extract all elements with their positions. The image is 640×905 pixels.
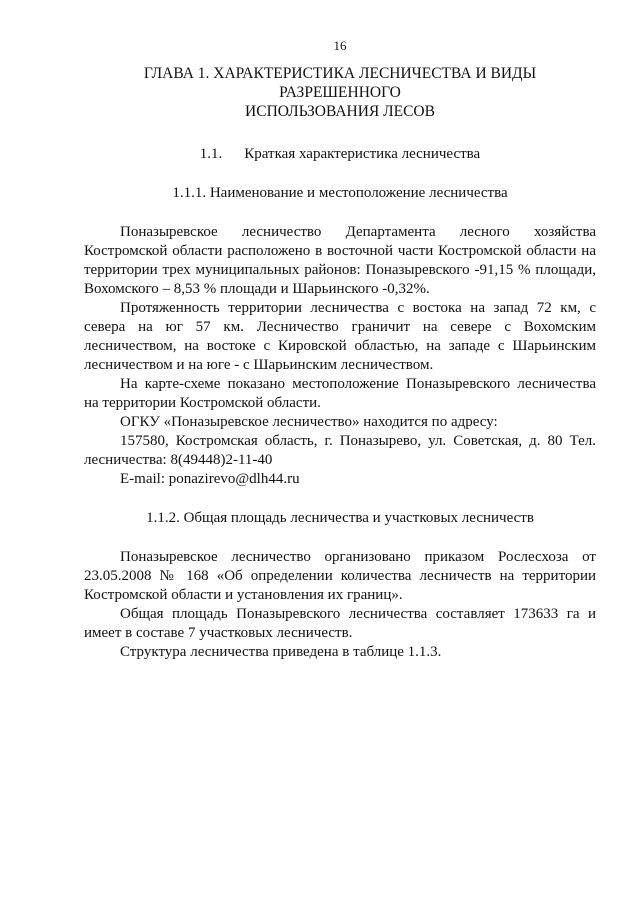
address-postal: 157580, Костромская область, г. Поназырево, ул. Советская, д. 80 Тел. лесничества: 8(49448)2-11-40 <box>84 433 596 468</box>
paragraph: На карте-схеме показано местоположение Поназыревского лесничества на территории Костромской области. <box>84 376 596 411</box>
section-1-1-2-body <box>84 548 596 662</box>
section-1-1-1-body <box>84 223 596 489</box>
section-heading-1-1-1: 1.1.1. Наименование и местоположение лесничества <box>172 185 508 201</box>
address-intro: ОГКУ «Поназыревское лесничество» находится по адресу: <box>120 414 498 430</box>
chapter-title-line-1: ГЛАВА 1. ХАРАКТЕРИСТИКА ЛЕСНИЧЕСТВА И ВИДЫ РАЗРЕШЕННОГО <box>143 65 537 101</box>
paragraph: Поназыревское лесничество Департамента лесного хозяйства Костромской области расположено в восточной части Костромской области на территории трех муниципальных районов: Поназыревского -91,15 % площади, Вохомского – 8,53 % площади и Шарьинского -0,32%. <box>84 224 596 297</box>
paragraph: Протяженность территории лесничества с востока на запад 72 км, с севера на юг 57 км. Лесничество граничит на севере с Вохомским лесничеством, на востоке с Кировской областью, на западе с Шарьинским лесничеством и на юге - с Шарьинским лесничеством. <box>84 300 596 373</box>
chapter-title-line-2: ИСПОЛЬЗОВАНИЯ ЛЕСОВ <box>245 103 435 120</box>
chapter-title <box>84 64 596 121</box>
section-title: Краткая характеристика лесничества <box>244 146 481 162</box>
address-email: E-mail: ponazirevo@dlh44.ru <box>120 471 300 487</box>
section-heading-1-1 <box>84 145 596 164</box>
section-heading-1-1-2: 1.1.2. Общая площадь лесничества и участковых лесничеств <box>146 510 534 526</box>
paragraph: Общая площадь Поназыревского лесничества составляет 173633 га и имеет в составе 7 участковых лесничеств. <box>84 606 596 641</box>
page-number: 16 <box>333 38 347 53</box>
paragraph: Поназыревское лесничество организовано приказом Рослесхоза от 23.05.2008 № 168 «Об определении количества лесничеств на территории Костромской области и установления их границ». <box>84 549 596 603</box>
paragraph: Структура лесничества приведена в таблице 1.1.3. <box>120 644 442 660</box>
section-number: 1.1. <box>199 146 223 162</box>
